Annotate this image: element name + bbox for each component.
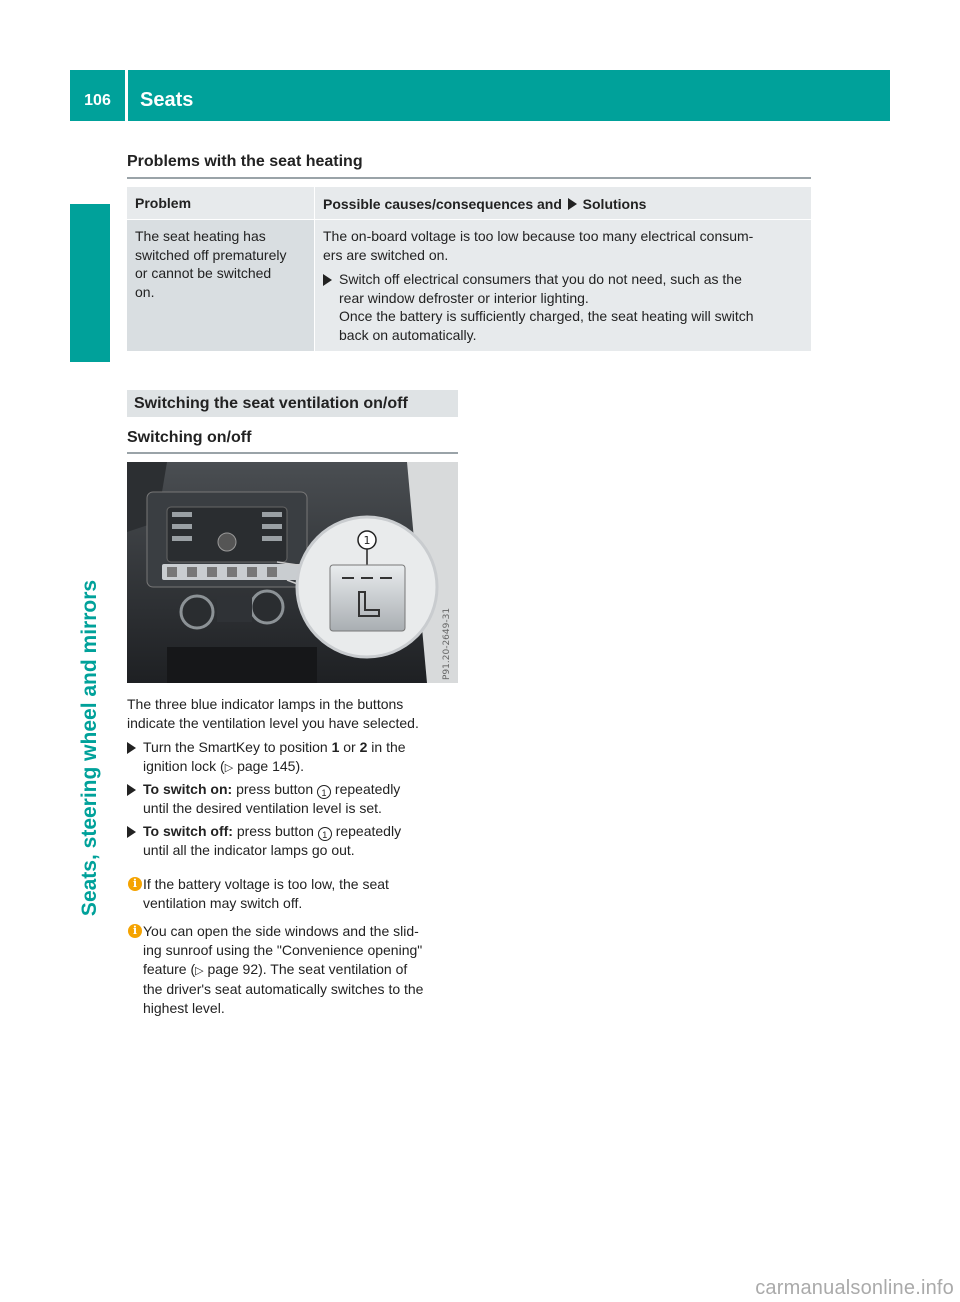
step-switch-on: To switch on: press button 1 repeatedly until the desired ventilation level is set. — [127, 780, 462, 818]
page-ref-icon: ▷ — [195, 964, 204, 977]
header-divider — [125, 70, 128, 121]
arrow-right-icon — [127, 826, 136, 838]
section-rule — [127, 177, 811, 179]
intro-paragraph: The three blue indicator lamps in the buttons indicate the ventilation level you have selected. — [127, 696, 419, 731]
arrow-right-icon — [127, 742, 136, 754]
table-cell-problem: The seat heating has switched off prematurely or cannot be switched on. — [127, 220, 314, 351]
step-switch-off: To switch off: press button 1 repeatedly until all the indicator lamps go out. — [127, 822, 462, 860]
button-1-marker: 1 — [318, 827, 332, 841]
arrow-right-icon — [568, 198, 577, 210]
info-note-battery: If the battery voltage is too low, the seat ventilation may switch off. — [143, 876, 389, 911]
table-header-solutions: Possible causes/consequences and Solutions — [315, 187, 811, 219]
side-chapter-label: Seats, steering wheel and mirrors — [78, 579, 101, 917]
callout-1: 1 — [363, 534, 371, 547]
step-smartkey: Turn the SmartKey to position 1 or 2 in the ignition lock (▷ page 145). — [127, 738, 462, 778]
page-ref-icon: ▷ — [224, 762, 234, 774]
table-header-problem: Problem — [127, 187, 314, 219]
section-banner: Switching the seat ventilation on/off — [127, 390, 458, 417]
page-header — [70, 70, 890, 121]
page-ref-link[interactable]: page 145). — [237, 758, 305, 774]
image-code: P91.20-2649-31 — [442, 607, 452, 680]
info-note-convenience: You can open the side windows and the slid- ing sunroof using the "Convenience opening" feature (▷ page 92). The seat ventilation of the driver's seat automatically switches to the highest level. — [143, 923, 424, 1017]
page-number: 106 — [84, 92, 111, 109]
subsection-title: Switching on/off — [127, 429, 252, 446]
footer-watermark: carmanualsonline.info — [755, 1277, 954, 1299]
arrow-right-icon — [127, 784, 136, 796]
side-tab-marker — [70, 204, 110, 362]
subsection-rule — [127, 452, 458, 454]
info-icon: i — [128, 877, 142, 891]
center-console-illustration — [127, 462, 458, 683]
button-1-marker: 1 — [317, 785, 331, 799]
dashboard-photo — [127, 462, 458, 683]
solution-step: Switch off electrical consumers that you do not need, such as the rear window defroster or interior lighting. Once the battery is sufficiently charged, the seat heating will switch back on automatically. — [323, 270, 809, 344]
info-icon: i — [128, 924, 142, 938]
arrow-right-icon — [323, 274, 332, 286]
chapter-title: Seats — [140, 89, 194, 111]
page-ref-link[interactable]: page 92). The seat ventilation of — [207, 960, 408, 977]
section-title-seat-heating: Problems with the seat heating — [127, 153, 363, 170]
table-cell-causes: The on-board voltage is too low because too many electrical consum- ers are switched on. Switch off electrical consumers that you do not need, such as the rear window defroster or interior lighting. Once the battery is sufficiently charged, the seat heating will switch back on automatically. — [315, 220, 811, 351]
